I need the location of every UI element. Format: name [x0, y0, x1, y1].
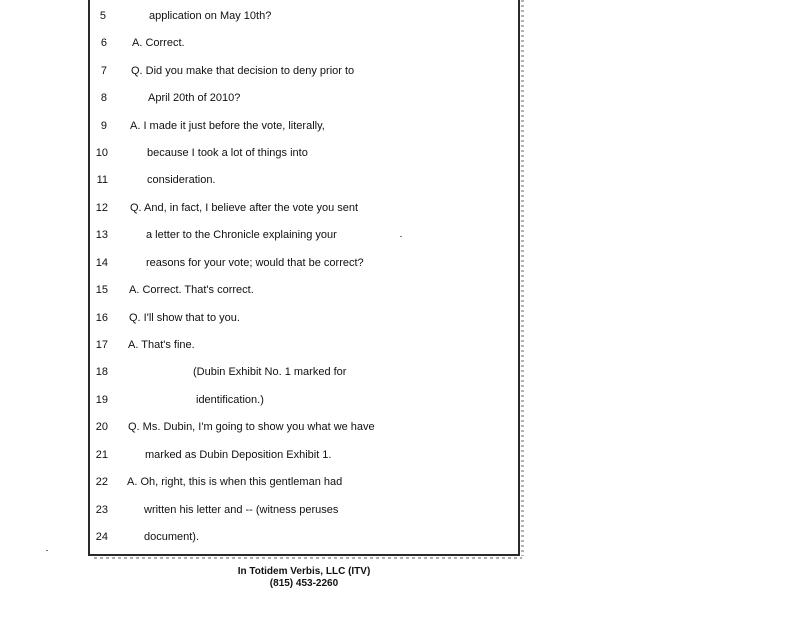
transcript-line [88, 170, 520, 190]
line-number: 19 [95, 394, 108, 406]
transcript-line [88, 280, 520, 300]
line-number: 15 [95, 284, 108, 296]
transcript-line [88, 308, 520, 328]
transcript-line [88, 61, 520, 81]
line-text: marked as Dubin Deposition Exhibit 1. [145, 449, 332, 461]
line-number: 6 [100, 37, 107, 49]
line-text: A. Correct. That's correct. [129, 284, 254, 296]
line-text: identification.) [196, 394, 264, 406]
transcript-line [88, 33, 520, 53]
line-text: application on May 10th? [149, 10, 272, 22]
transcript-line [88, 198, 520, 218]
scan-edge-right [521, 0, 524, 556]
scan-speck [400, 236, 402, 237]
transcript-line [88, 390, 520, 410]
line-number: 13 [95, 229, 108, 241]
transcript-line [88, 500, 520, 520]
line-number: 21 [95, 449, 108, 461]
line-number: 23 [95, 504, 108, 516]
line-text: consideration. [147, 174, 216, 186]
line-number: 7 [100, 65, 107, 77]
line-number: 14 [95, 257, 108, 269]
transcript-line [88, 116, 520, 136]
line-text: Q. I'll show that to you. [129, 312, 240, 324]
line-number: 20 [95, 421, 108, 433]
transcript-line [88, 362, 520, 382]
transcript-line [88, 417, 520, 437]
line-text: reasons for your vote; would that be correct? [146, 257, 364, 269]
transcript-line [88, 6, 520, 26]
line-number: 18 [95, 366, 108, 378]
line-text: Q. Did you make that decision to deny prior to [131, 65, 355, 77]
line-text: document). [144, 531, 200, 543]
footer-company: In Totidem Verbis, LLC (ITV) [237, 566, 371, 577]
line-text: A. That's fine. [128, 339, 195, 351]
transcript-line [88, 527, 520, 547]
transcript-line [88, 143, 520, 163]
transcript-line [88, 88, 520, 108]
line-number: 8 [100, 92, 107, 104]
line-text: Q. Ms. Dubin, I'm going to show you what we have [128, 421, 375, 433]
line-number: 22 [95, 476, 108, 488]
line-number: 10 [95, 147, 108, 159]
line-number: 11 [96, 174, 108, 186]
transcript-line [88, 225, 520, 245]
line-number: 5 [99, 10, 106, 22]
transcript-line [88, 445, 520, 465]
line-number: 12 [95, 202, 108, 214]
line-text: A. I made it just before the vote, literally, [130, 120, 325, 132]
line-number: 16 [95, 312, 108, 324]
line-text: April 20th of 2010? [148, 92, 241, 104]
line-text: (Dubin Exhibit No. 1 marked for [193, 366, 347, 378]
line-number: 9 [100, 120, 107, 132]
line-text: A. Correct. [132, 37, 185, 49]
line-text: Q. And, in fact, I believe after the vote you sent [130, 202, 359, 214]
line-text: a letter to the Chronicle explaining your [146, 229, 337, 241]
transcript-line [88, 253, 520, 273]
line-number: 24 [95, 531, 108, 543]
line-number: 17 [95, 339, 108, 351]
scan-edge-bottom [94, 557, 522, 559]
line-text: because I took a lot of things into [147, 147, 308, 159]
footer-phone: (815) 453-2260 [269, 578, 339, 589]
transcript-line [88, 472, 520, 492]
line-text: A. Oh, right, this is when this gentleman had [127, 476, 343, 488]
transcript-line [88, 335, 520, 355]
scan-speck [46, 550, 48, 551]
line-text: written his letter and -- (witness peruses [144, 504, 339, 516]
